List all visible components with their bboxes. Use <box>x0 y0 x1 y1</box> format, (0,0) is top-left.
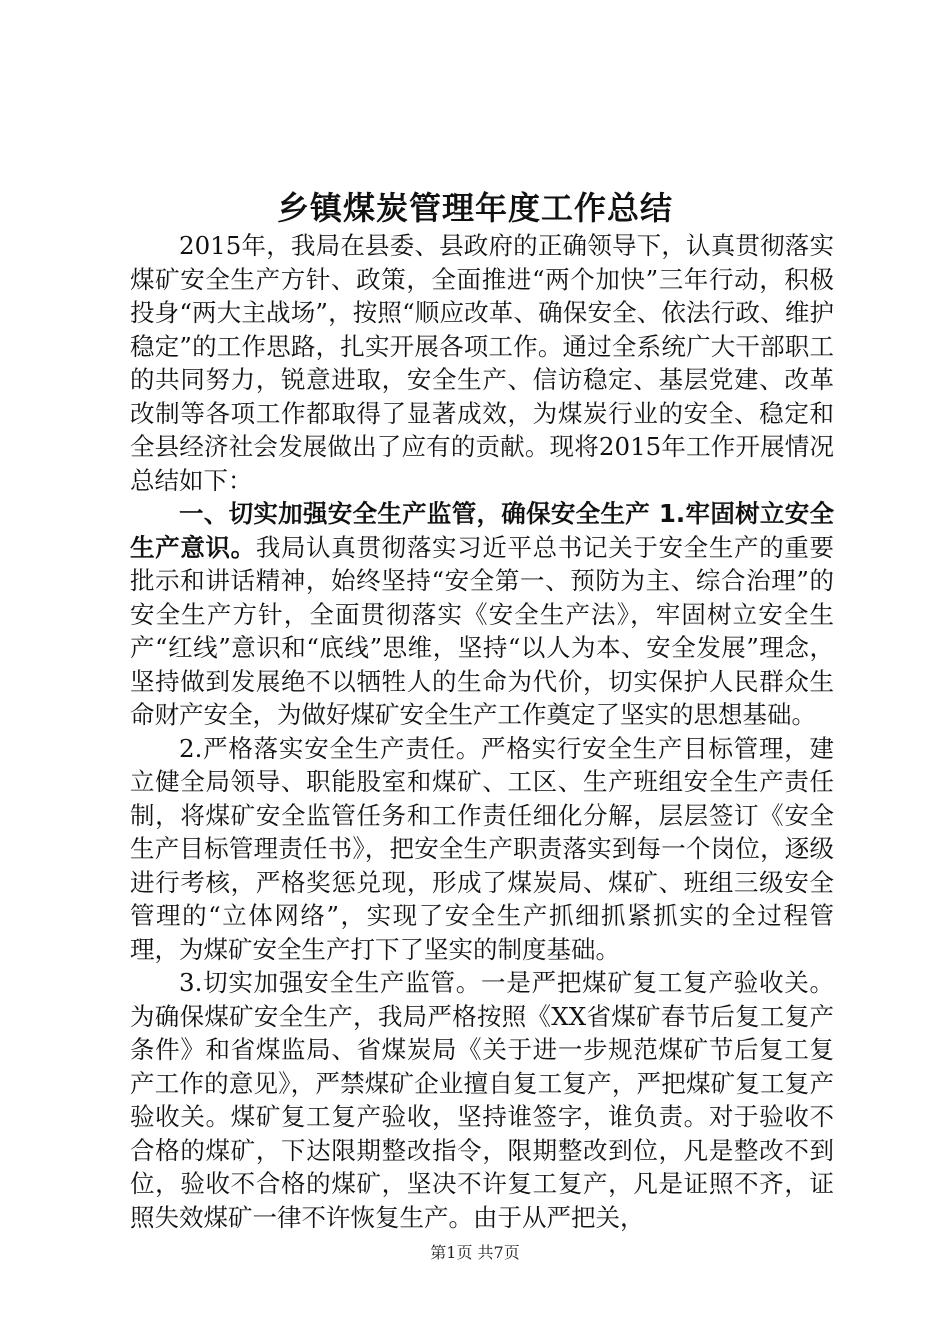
page-footer: 第1页 共7页 <box>430 1243 520 1262</box>
document-title: 乡镇煤炭管理年度工作总结 <box>276 189 673 227</box>
section-1-heading: 一、切实加强安全生产监管，确保安全生产 1.牢固树立安全生产意识。 <box>130 499 834 562</box>
document-body <box>130 229 834 1234</box>
section-1-body: 我局认真贯彻落实习近平总书记关于安全生产的重要批示和讲话精神，始终坚持“安全第一、预防为主、综合治理”的安全生产方针，全面贯彻落实《安全生产法》，牢固树立安全生产“红线”意识和“底线”思维，坚持“以人为本、安全发展”理念，坚持做到发展绝不以牺牲人的生命为代价，切实保护人民群众生命财产安全，为做好煤矿安全生产工作奠定了坚实的思想基础。 <box>130 532 835 729</box>
item-3-paragraph: 3.切实加强安全生产监管。一是严把煤矿复工复产验收关。为确保煤矿安全生产，我局严格按照《XX省煤矿春节后复工复产条件》和省煤监局、省煤炭局《关于进一步规范煤矿节后复工复产工作的意见》，严禁煤矿企业擅自复工复产，严把煤矿复工复产验收关。煤矿复工复产验收，坚持谁签字，谁负责。对于验收不合格的煤矿，下达限期整改指令，限期整改到位，凡是整改不到位，验收不合格的煤矿，坚决不许复工复产，凡是证照不齐，证照失效煤矿一律不许恢复生产。由于从严把关， <box>130 968 834 1232</box>
item-2-paragraph: 2.严格落实安全生产责任。严格实行安全生产目标管理，建立健全局领导、职能股室和煤矿、工区、生产班组安全生产责任制，将煤矿安全监管任务和工作责任细化分解，层层签订《安全生产目标管理责任书》，把安全生产职责落实到每一个岗位，逐级进行考核，严格奖惩兑现，形成了煤炭局、煤矿、班组三级安全管理的“立体网络”，实现了安全生产抓细抓紧抓实的全过程管理，为煤矿安全生产打下了坚实的制度基础。 <box>130 733 834 964</box>
intro-paragraph: 2015年，我局在县委、县政府的正确领导下，认真贯彻落实煤矿安全生产方针、政策，全面推进“两个加快”三年行动，积极投身“两大主战场”，按照“顺应改革、确保安全、依法行政、维护稳定”的工作思路，扎实开展各项工作。通过全系统广大干部职工的共同努力，锐意进取，安全生产、信访稳定、基层党建、改革改制等各项工作都取得了显著成效，为煤炭行业的安全、稳定和全县经济社会发展做出了应有的贡献。现将2015年工作开展情况总结如下： <box>130 231 834 495</box>
section-1-paragraph <box>130 497 834 732</box>
